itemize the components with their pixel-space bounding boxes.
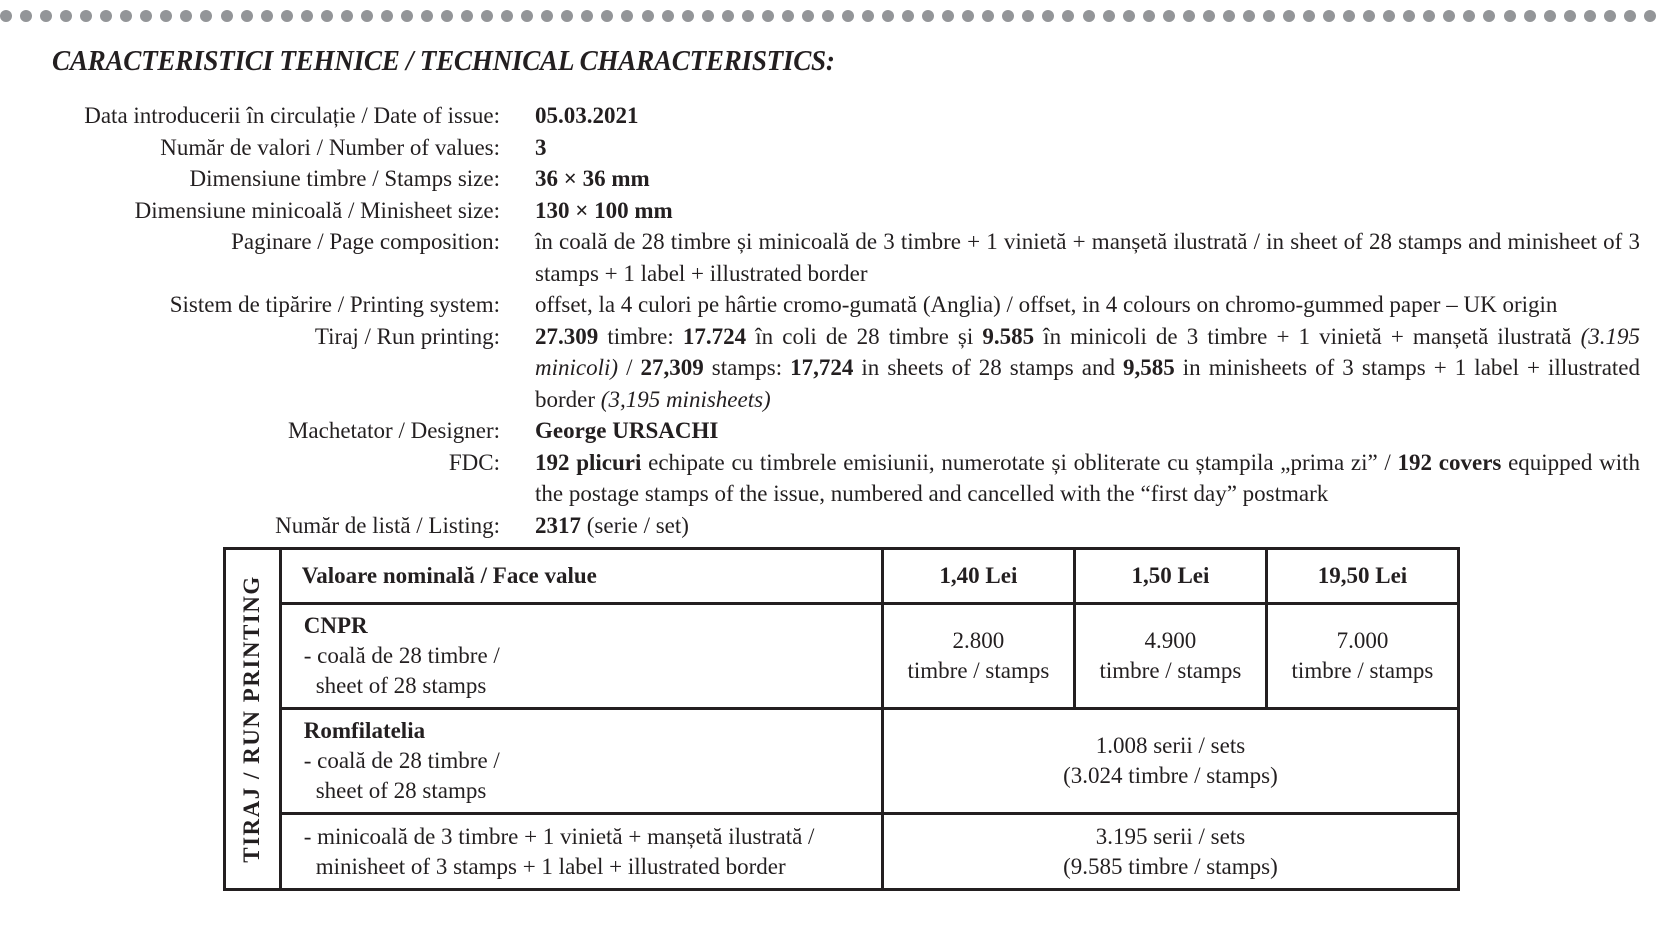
dot-icon <box>1383 10 1395 22</box>
fdc-text-en: equipped with the postage stamps of the issue, numbered and cancelled with the “first day” postmark <box>535 449 1641 506</box>
dot-icon <box>541 10 553 22</box>
side-label-cell <box>225 549 281 890</box>
dot-icon <box>1002 10 1014 22</box>
dot-icon <box>1564 10 1576 22</box>
run-printing-table <box>223 547 1460 891</box>
run-text: stamps: <box>703 355 791 380</box>
spec-row-stamp-size <box>0 163 1672 195</box>
spec-row-printing <box>0 289 1672 321</box>
dot-icon <box>1323 10 1335 22</box>
unit: timbre / stamps <box>1291 658 1434 683</box>
fdc-text: echipate cu timbrele emisiunii, numerotate și obliterate cu ștampila „prima zi” / <box>641 449 1398 475</box>
run-total-en: 27,309 <box>640 355 704 380</box>
spec-row-values <box>0 132 1672 164</box>
dot-icon <box>1524 10 1536 22</box>
run-text: în coli de 28 timbre și <box>746 323 983 349</box>
dot-icon <box>1203 10 1215 22</box>
header-cell <box>1074 549 1266 604</box>
spec-value <box>535 163 1640 195</box>
dot-icon <box>902 10 914 22</box>
count: 2.800 <box>952 628 1005 653</box>
spec-label: Dimensiune minicoală / Minisheet size: <box>134 197 500 223</box>
dot-icon <box>341 10 353 22</box>
dot-icon <box>180 10 192 22</box>
dot-icon <box>140 10 152 22</box>
value-cell <box>1266 604 1458 709</box>
run-text: in sheets of 28 stamps and <box>853 355 1123 380</box>
dot-icon <box>561 10 573 22</box>
dot-icon <box>922 10 934 22</box>
dot-icon <box>1183 10 1195 22</box>
side-label: TIRAJ / RUN PRINTING <box>239 575 265 863</box>
dot-icon <box>281 10 293 22</box>
dot-icon <box>1083 10 1095 22</box>
dot-icon <box>100 10 112 22</box>
spec-value <box>535 132 1640 164</box>
dot-icon <box>822 10 834 22</box>
dot-icon <box>1644 10 1656 22</box>
dot-icon <box>1103 10 1115 22</box>
dot-icon <box>321 10 333 22</box>
dot-icon <box>80 10 92 22</box>
listing-number: 2317 <box>535 512 581 538</box>
dot-icon <box>1443 10 1455 22</box>
dot-icon <box>261 10 273 22</box>
dot-icon <box>1624 10 1636 22</box>
date-value: 05.03.2021 <box>535 103 639 128</box>
spec-value <box>535 100 1640 132</box>
spec-label: Data introducerii în circulație / Date of issue: <box>84 103 500 128</box>
dot-icon <box>742 10 754 22</box>
unit: timbre / stamps <box>907 658 1050 683</box>
fdc-count-en: 192 covers <box>1397 449 1502 475</box>
row-line: - coală de 28 timbre / <box>303 643 500 668</box>
dot-icon <box>601 10 613 22</box>
dot-icon <box>301 10 313 22</box>
section-title: CARACTERISTICI TEHNICE / TECHNICAL CHARACTERISTICS: <box>52 46 835 77</box>
dot-icon <box>762 10 774 22</box>
dot-icon <box>1303 10 1315 22</box>
dot-icon <box>982 10 994 22</box>
dot-icon <box>241 10 253 22</box>
dot-icon <box>1143 10 1155 22</box>
dot-icon <box>1263 10 1275 22</box>
dot-icon <box>1604 10 1616 22</box>
dot-icon <box>361 10 373 22</box>
spec-row-run <box>0 321 1672 416</box>
value-cell <box>882 604 1074 709</box>
spec-row-minisheet-size <box>0 195 1672 227</box>
dot-icon <box>1403 10 1415 22</box>
row-line: - coală de 28 timbre / <box>303 748 500 773</box>
dot-icon <box>160 10 172 22</box>
row-name: Romfilatelia <box>303 718 426 743</box>
run-total: 27.309 <box>535 323 599 349</box>
row-line: minisheet of 3 stamps + 1 label + illustrated border <box>315 853 786 879</box>
sets: 3.195 serii / sets <box>1095 823 1246 849</box>
table-row-cnpr <box>225 604 1459 709</box>
dot-icon <box>221 10 233 22</box>
spec-label: Număr de listă / Listing: <box>275 512 500 538</box>
fdc-count: 192 plicuri <box>535 449 642 475</box>
dot-icon <box>461 10 473 22</box>
dot-icon <box>621 10 633 22</box>
run-mini-count-en: (3,195 minisheets) <box>600 386 771 412</box>
spec-label: Număr de valori / Number of values: <box>160 134 500 160</box>
header-cell <box>882 549 1074 604</box>
spec-label: Machetator / Designer: <box>287 418 500 443</box>
run-mini-count: (3.195 minicoli) <box>535 323 1640 380</box>
dot-icon <box>521 10 533 22</box>
spec-value: în coală de 28 timbre și minicoală de 3 timbre + 1 vinietă + manșetă ilustrată / in sheet of 28 stamps and minisheet of 3 stamps + 1 label + illustrated border <box>535 229 1640 286</box>
dotted-divider <box>0 10 1672 24</box>
spec-value <box>535 415 1640 447</box>
stamp-size: 36 × 36 mm <box>535 166 650 191</box>
dot-icon <box>1544 10 1556 22</box>
run-text: în minicoli de 3 timbre + 1 vinietă + manșetă ilustrată <box>1034 323 1581 349</box>
dot-icon <box>501 10 513 22</box>
listing-suffix: (serie / set) <box>581 512 689 538</box>
dot-icon <box>942 10 954 22</box>
spec-value <box>535 321 1640 416</box>
value-cell <box>1074 604 1266 709</box>
dot-icon <box>1463 10 1475 22</box>
table-row-minisheet <box>225 814 1459 890</box>
spec-row-designer <box>0 415 1672 447</box>
dot-icon <box>1062 10 1074 22</box>
dot-icon <box>581 10 593 22</box>
dot-icon <box>20 10 32 22</box>
dot-icon <box>1423 10 1435 22</box>
spec-value <box>535 447 1640 510</box>
designer-name: George URSACHI <box>535 418 719 443</box>
table-row-romfilatelia <box>225 709 1459 814</box>
count: 7.000 <box>1336 628 1389 653</box>
spec-value <box>535 510 1640 542</box>
dot-icon <box>1504 10 1516 22</box>
face-value-label: Valoare nominală / Face value <box>301 563 597 588</box>
dot-icon <box>441 10 453 22</box>
value-cell <box>882 814 1458 890</box>
dot-icon <box>962 10 974 22</box>
unit: timbre / stamps <box>1099 658 1242 683</box>
dot-icon <box>642 10 654 22</box>
values-count: 3 <box>535 134 547 160</box>
dot-icon <box>0 10 12 22</box>
dot-icon <box>662 10 674 22</box>
stamps: (3.024 timbre / stamps) <box>1063 763 1278 788</box>
spec-value: offset, la 4 culori pe hârtie cromo-gumată (Anglia) / offset, in 4 colours on chromo-gummed paper – UK origin <box>535 292 1558 317</box>
row-description <box>280 604 882 709</box>
dot-icon <box>802 10 814 22</box>
dot-icon <box>381 10 393 22</box>
run-mini-en: 9,585 <box>1122 355 1175 380</box>
dot-icon <box>481 10 493 22</box>
spec-row-page <box>0 226 1672 289</box>
dot-icon <box>1343 10 1355 22</box>
row-description <box>280 814 882 890</box>
dot-icon <box>401 10 413 22</box>
spec-row-date <box>0 100 1672 132</box>
dot-icon <box>782 10 794 22</box>
dot-icon <box>60 10 72 22</box>
minisheet-size: 130 × 100 mm <box>535 197 673 223</box>
face-value-3: 19,50 Lei <box>1317 563 1408 588</box>
header-cell <box>1266 549 1458 604</box>
spec-label: Paginare / Page composition: <box>231 229 500 254</box>
row-line: sheet of 28 stamps <box>315 778 487 803</box>
dot-icon <box>702 10 714 22</box>
header-cell <box>280 549 882 604</box>
run-sheets: 17.724 <box>682 323 747 349</box>
dot-icon <box>682 10 694 22</box>
spec-label: FDC: <box>448 449 500 475</box>
run-text: timbre: <box>598 323 683 349</box>
run-mini: 9.585 <box>982 323 1035 349</box>
face-value-1: 1,40 Lei <box>939 563 1018 588</box>
run-text: in minisheets of 3 stamps + 1 label + illustrated border <box>535 355 1641 412</box>
dot-icon <box>421 10 433 22</box>
dot-icon <box>722 10 734 22</box>
spec-row-listing <box>0 510 1672 542</box>
dot-icon <box>1584 10 1596 22</box>
dot-icon <box>1483 10 1495 22</box>
dot-icon <box>1042 10 1054 22</box>
dot-icon <box>1243 10 1255 22</box>
count: 4.900 <box>1144 628 1197 653</box>
dot-icon <box>1163 10 1175 22</box>
run-text: / <box>618 355 641 380</box>
spec-label: Dimensiune timbre / Stamps size: <box>189 166 500 191</box>
face-value-2: 1,50 Lei <box>1131 563 1210 588</box>
run-sheets-en: 17,724 <box>790 355 854 380</box>
dot-icon <box>1283 10 1295 22</box>
dot-icon <box>1022 10 1034 22</box>
dot-icon <box>862 10 874 22</box>
row-line: sheet of 28 stamps <box>315 673 487 698</box>
dot-icon <box>1363 10 1375 22</box>
dot-icon <box>842 10 854 22</box>
dot-icon <box>40 10 52 22</box>
dot-icon <box>1223 10 1235 22</box>
stamps: (9.585 timbre / stamps) <box>1063 853 1278 879</box>
table-header-row <box>225 549 1459 604</box>
value-cell <box>882 709 1458 814</box>
dot-icon <box>882 10 894 22</box>
dot-icon <box>1123 10 1135 22</box>
row-line: - minicoală de 3 timbre + 1 vinietă + manșetă ilustrată / <box>303 823 815 849</box>
row-name: CNPR <box>303 613 368 638</box>
spec-value <box>535 195 1640 227</box>
spec-row-fdc <box>0 447 1672 510</box>
row-description <box>280 709 882 814</box>
dot-icon <box>200 10 212 22</box>
spec-label: Sistem de tipărire / Printing system: <box>169 292 500 317</box>
specs-list <box>0 100 1672 541</box>
spec-label: Tiraj / Run printing: <box>314 323 500 349</box>
sets: 1.008 serii / sets <box>1095 733 1246 758</box>
dot-icon <box>120 10 132 22</box>
